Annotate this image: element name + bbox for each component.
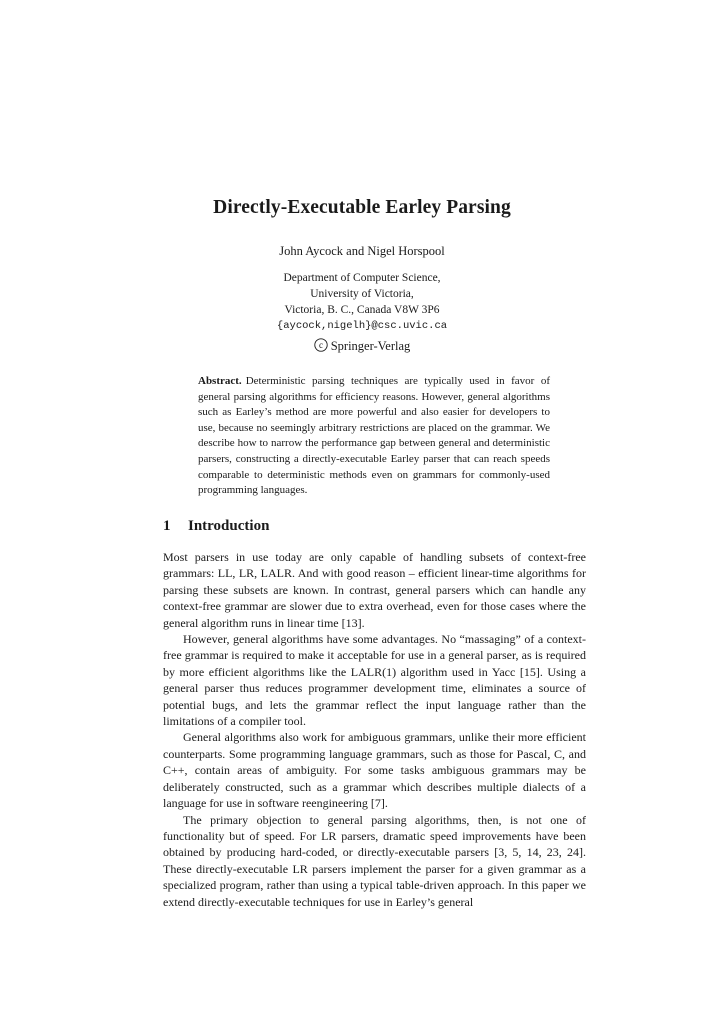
affiliation-university: University of Victoria, bbox=[310, 288, 414, 300]
paper-title: Directly-Executable Earley Parsing bbox=[213, 197, 511, 218]
section-body bbox=[163, 549, 586, 910]
affiliation-block bbox=[0, 270, 724, 334]
abstract-label: Abstract. bbox=[198, 375, 242, 387]
section-title: Introduction bbox=[188, 518, 270, 534]
copyright-icon bbox=[314, 338, 328, 354]
affiliation-department: Department of Computer Science, bbox=[283, 272, 441, 284]
svg-text:c: c bbox=[318, 340, 323, 351]
copyright-notice bbox=[0, 338, 724, 354]
body-paragraph: The primary objection to general parsing algorithms, then, is not one of functionality but of speed. For LR parsers, dramatic speed improvements have been obtained by producing hard-coded, or directly-executable parsers [3, 5, 14, 23, 24]. These directly-executable LR parsers implement the parser for a given grammar as a specialized program, rather than using a typical table-driven approach. In this paper we extend directly-executable techniques for use in Earley’s general bbox=[163, 812, 586, 909]
body-paragraph: However, general algorithms have some advantages. No “massaging” of a context-free grammar is required to make it acceptable for use in a general parser, as is required by more efficient algorithms like the LALR(1) algorithm used in Yacc [15]. Using a general parser thus reduces programmer development time, eliminates a source of potential bugs, and lets the grammar reflect the input language rather than the limitations of a compiler tool. bbox=[163, 632, 586, 729]
body-paragraph: Most parsers in use today are only capable of handling subsets of context-free grammars: LL, LR, LALR. And with good reason – efficient linear-time algorithms for parsing these subsets are known. In contrast, general parsers which can handle any context-free grammar are slower due to extra overhead, even for those cases where the general algorithm runs in linear time [13]. bbox=[163, 550, 586, 630]
copyright-holder: Springer-Verlag bbox=[330, 339, 411, 353]
affiliation-address: Victoria, B. C., Canada V8W 3P6 bbox=[284, 304, 440, 316]
author-names: John Aycock and Nigel Horspool bbox=[279, 244, 445, 258]
section-number: 1 bbox=[163, 518, 171, 534]
section-heading bbox=[163, 518, 269, 535]
abstract-text: Deterministic parsing techniques are typically used in favor of general parsing algorithms for efficiency reasons. However, general algorithms such as Earley’s method are more powerful and also easier for developers to use, because no seemingly arbitrary restrictions are placed on the grammar. We describe how to narrow the performance gap between general and deterministic parsers, constructing a directly-executable Earley parser that can reach speeds comparable to deterministic methods even on grammars for commonly-used programming languages. bbox=[198, 375, 550, 497]
abstract bbox=[198, 374, 550, 499]
body-paragraph: General algorithms also work for ambiguous grammars, unlike their more efficient counterparts. Some programming language grammars, such as those for Pascal, C, and C++, contain areas of ambiguity. For some tasks ambiguous grammars may be deliberately constructed, such as a grammar which describes multiple dialects of a language for use in software reengineering [7]. bbox=[163, 730, 586, 811]
author-email: {aycock,nigelh}@csc.uvic.ca bbox=[276, 320, 448, 332]
